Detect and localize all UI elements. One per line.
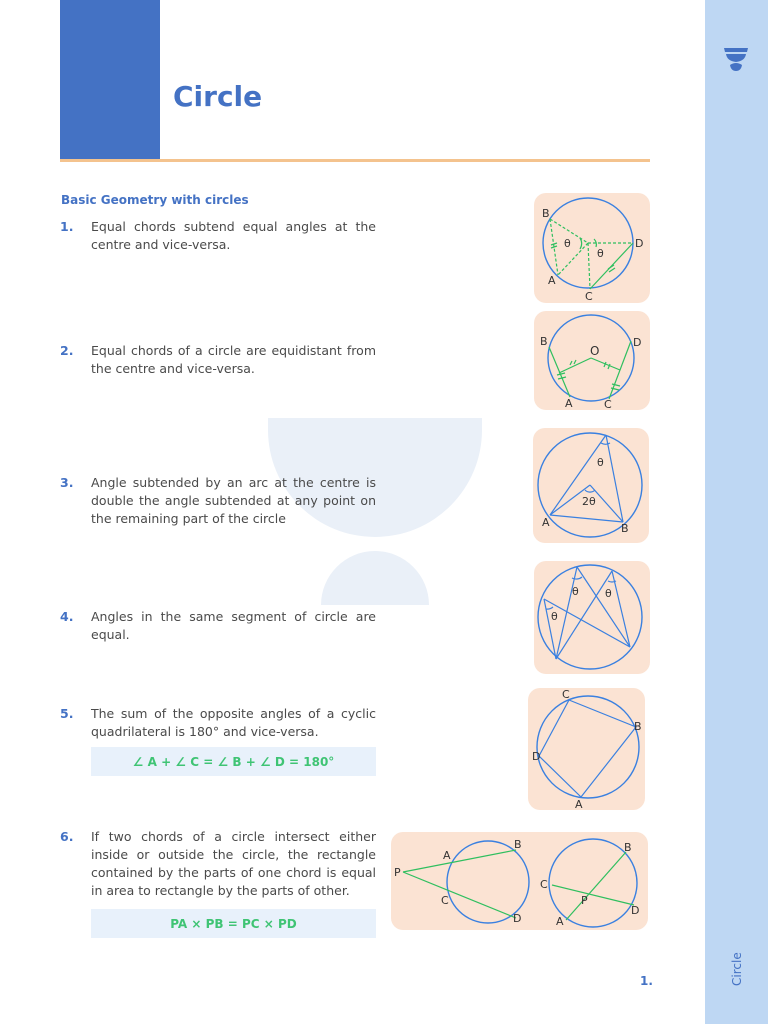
label-D: D <box>631 904 640 917</box>
diagram-3-figure <box>533 428 649 543</box>
label-theta: θ <box>597 247 604 260</box>
formula-box: PA × PB = PC × PD <box>91 909 376 938</box>
item-number: 2. <box>60 343 74 358</box>
sidebar-chapter-label <box>722 940 754 1000</box>
label-A: A <box>548 274 556 287</box>
label-A: A <box>556 915 564 928</box>
item-number: 3. <box>60 475 74 490</box>
label-O: O <box>590 344 600 358</box>
right-sidebar <box>705 0 768 1024</box>
label-A: A <box>565 397 573 410</box>
label-theta: θ <box>551 610 558 623</box>
page-number: 1. <box>640 974 653 988</box>
item-text: The sum of the opposite angles of a cyclic quadrilateral is 180° and vice-versa. <box>91 706 376 739</box>
label-D: D <box>633 336 642 349</box>
label-C: C <box>441 894 449 907</box>
label-B: B <box>542 207 550 220</box>
label-D: D <box>532 750 541 763</box>
item-text: Angles in the same segment of circle are equal. <box>91 609 376 642</box>
label-A: A <box>575 798 583 810</box>
sidebar-chapter-text: Circle <box>730 952 744 986</box>
diagram-equal-chords-distance <box>534 311 650 410</box>
item-number: 4. <box>60 609 74 624</box>
diagram-5-figure <box>528 688 645 810</box>
label-B: B <box>621 522 629 535</box>
label-theta: θ <box>564 237 571 250</box>
diagram-equal-chords-angles <box>534 193 650 303</box>
label-B: B <box>634 720 642 733</box>
label-theta: θ <box>597 456 604 469</box>
label-theta: θ <box>605 587 612 600</box>
item-number: 5. <box>60 706 74 721</box>
item-text: If two chords of a circle intersect either inside or outside the circle, the rectangle contained by the parts of one chord is equal in area to rectangle by the parts of other. <box>91 829 376 898</box>
item-text: Equal chords of a circle are equidistant from the centre and vice-versa. <box>91 343 376 376</box>
label-A: A <box>443 849 451 862</box>
label-P: P <box>394 866 401 879</box>
brand-logo-icon <box>723 46 749 72</box>
label-B: B <box>624 841 632 854</box>
diagram-4-figure <box>534 561 650 674</box>
label-C: C <box>585 290 593 303</box>
diagram-central-angle <box>533 428 649 543</box>
item-text: Equal chords subtend equal angles at the centre and vice-versa. <box>91 219 376 252</box>
label-A: A <box>542 516 550 529</box>
title-divider <box>60 159 650 162</box>
label-C: C <box>562 688 570 701</box>
label-C: C <box>540 878 548 891</box>
label-theta: θ <box>572 585 579 598</box>
label-D: D <box>513 912 522 925</box>
label-P: P <box>581 894 588 907</box>
label-D: D <box>635 237 644 250</box>
section-heading: Basic Geometry with circles <box>61 193 249 207</box>
label-B: B <box>540 335 548 348</box>
diagram-2-figure <box>534 311 650 410</box>
label-two-theta: 2θ <box>582 495 596 508</box>
diagram-same-segment <box>534 561 650 674</box>
label-C: C <box>604 398 612 410</box>
item-text: Angle subtended by an arc at the centre is double the angle subtended at any point on the remaining part of the circle <box>91 475 376 526</box>
diagram-intersecting-chords <box>391 832 648 930</box>
diagram-cyclic-quadrilateral <box>528 688 645 810</box>
item-number: 1. <box>60 219 74 234</box>
label-B: B <box>514 838 522 851</box>
header-color-block <box>60 0 160 160</box>
diagram-6-figure <box>391 832 648 930</box>
formula-box: ∠ A + ∠ C = ∠ B + ∠ D = 180° <box>91 747 376 776</box>
page-title: Circle <box>173 80 263 113</box>
diagram-1-figure <box>534 193 650 303</box>
item-number: 6. <box>60 829 74 844</box>
